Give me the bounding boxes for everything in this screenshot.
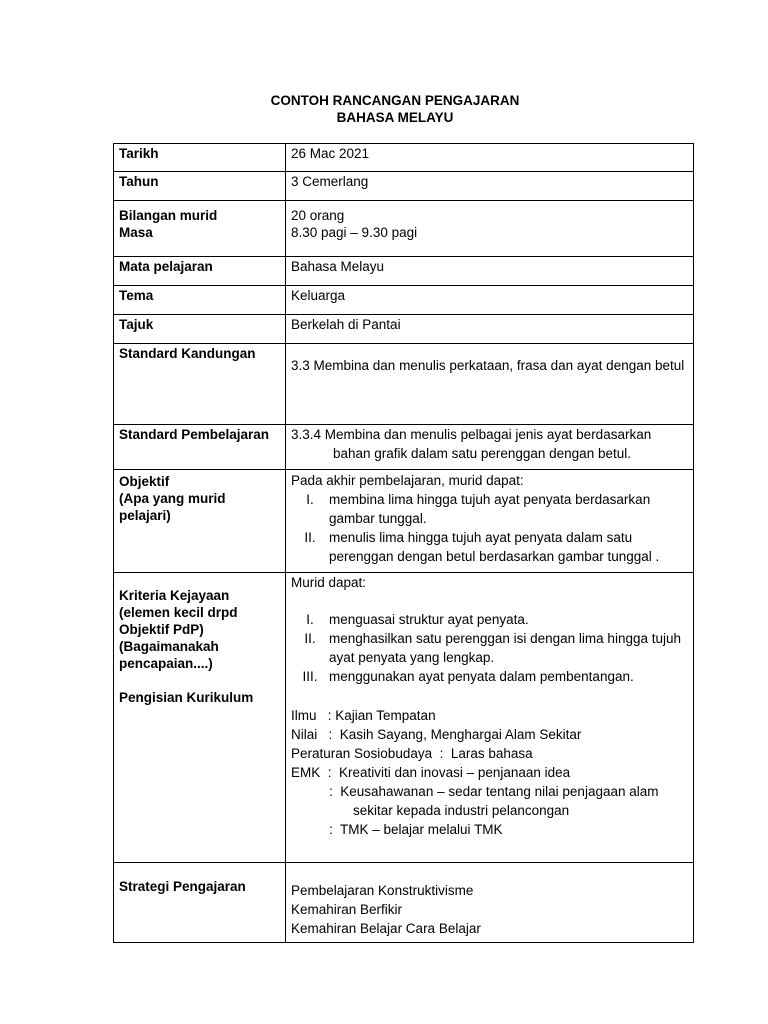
label-objektif: Objektif bbox=[119, 474, 170, 489]
value-sk: 3.3 Membina dan menulis perkataan, frasa dan ayat dengan betul bbox=[291, 358, 685, 373]
label-kriteria: Kriteria Kejayaan bbox=[119, 588, 230, 603]
value-sp: 3.3.4 Membina dan menulis pelbagai jenis ayat berdasarkan bahan grafik dalam satu perenggan dengan betul. bbox=[291, 427, 652, 461]
row-mata bbox=[114, 257, 694, 286]
row-tema bbox=[114, 286, 694, 315]
row-standard-pembelajaran bbox=[114, 425, 694, 470]
title-line-1: CONTOH RANCANGAN PENGAJARAN bbox=[270, 93, 520, 108]
label-pengisian: Pengisian Kurikulum bbox=[119, 690, 254, 705]
lesson-plan-table bbox=[113, 143, 694, 943]
value-bilangan: 20 orang bbox=[291, 208, 345, 223]
label-tajuk: Tajuk bbox=[114, 315, 286, 344]
list-item: II. menghasilkan satu perenggan isi dengan lima hingga tujuh ayat penyata yang lengkap. bbox=[304, 631, 681, 665]
pengisian-emk: EMK : Kreativiti dan inovasi – penjanaan idea bbox=[291, 765, 571, 780]
row-standard-kandungan bbox=[114, 344, 694, 425]
value-mata: Bahasa Melayu bbox=[286, 257, 694, 286]
strategi-item: Pembelajaran Konstruktivisme bbox=[291, 883, 474, 898]
row-kriteria bbox=[114, 573, 694, 863]
list-item: III. menggunakan ayat penyata dalam pembentangan. bbox=[302, 669, 634, 684]
label-tarikh: Tarikh bbox=[114, 144, 286, 172]
label-bilangan: Bilangan murid bbox=[119, 208, 218, 223]
label-tema: Tema bbox=[114, 286, 286, 315]
row-strategi bbox=[114, 863, 694, 943]
objektif-list bbox=[291, 490, 688, 566]
value-tarikh: 26 Mac 2021 bbox=[286, 144, 694, 172]
strategi-item: Kemahiran Belajar Cara Belajar bbox=[291, 921, 481, 936]
label-strategi: Strategi Pengajaran bbox=[114, 863, 286, 943]
pengisian-ilmu: Ilmu : Kajian Tempatan bbox=[291, 708, 436, 723]
list-item: I. membina lima hingga tujuh ayat penyata berdasarkan gambar tunggal. bbox=[306, 492, 651, 526]
row-bilangan-masa bbox=[114, 201, 694, 257]
title-line-2: BAHASA MELAYU bbox=[336, 110, 454, 125]
label-kriteria-desc: (elemen kecil drpd Objektif PdP) bbox=[119, 605, 238, 637]
value-tajuk: Berkelah di Pantai bbox=[286, 315, 694, 344]
pengisian-nilai: Nilai : Kasih Sayang, Menghargai Alam Sekitar bbox=[291, 727, 582, 742]
row-tajuk bbox=[114, 315, 694, 344]
label-objektif-desc: (Apa yang murid pelajari) bbox=[119, 491, 226, 523]
pengisian-peraturan: Peraturan Sosiobudaya : Laras bahasa bbox=[291, 746, 533, 761]
document-title bbox=[0, 92, 768, 126]
row-objektif bbox=[114, 470, 694, 573]
objektif-intro: Pada akhir pembelajaran, murid dapat: bbox=[291, 473, 524, 488]
label-sk: Standard Kandungan bbox=[114, 344, 286, 425]
label-kriteria-desc2: (Bagaimanakah pencapaian....) bbox=[119, 639, 219, 671]
strategi-item: Kemahiran Berfikir bbox=[291, 902, 403, 917]
list-item: I. menguasai struktur ayat penyata. bbox=[306, 612, 529, 627]
value-tema: Keluarga bbox=[286, 286, 694, 315]
value-masa: 8.30 pagi – 9.30 pagi bbox=[291, 225, 418, 240]
label-tahun: Tahun bbox=[114, 172, 286, 201]
label-mata: Mata pelajaran bbox=[114, 257, 286, 286]
row-tarikh bbox=[114, 144, 694, 172]
kriteria-intro: Murid dapat: bbox=[291, 575, 367, 590]
pengisian-emk-3: : TMK – belajar melalui TMK bbox=[329, 822, 503, 837]
row-tahun bbox=[114, 172, 694, 201]
label-masa: Masa bbox=[119, 225, 153, 240]
list-item: II. menulis lima hingga tujuh ayat penyata dalam satu perenggan dengan betul berdasarkan gambar tunggal . bbox=[304, 530, 660, 564]
value-tahun: 3 Cemerlang bbox=[286, 172, 694, 201]
pengisian-emk-2: : Keusahawanan – sedar tentang nilai penjagaan alam sekitar kepada industri pelancongan bbox=[329, 784, 663, 818]
kriteria-list bbox=[291, 610, 688, 686]
label-sp: Standard Pembelajaran bbox=[114, 425, 286, 470]
